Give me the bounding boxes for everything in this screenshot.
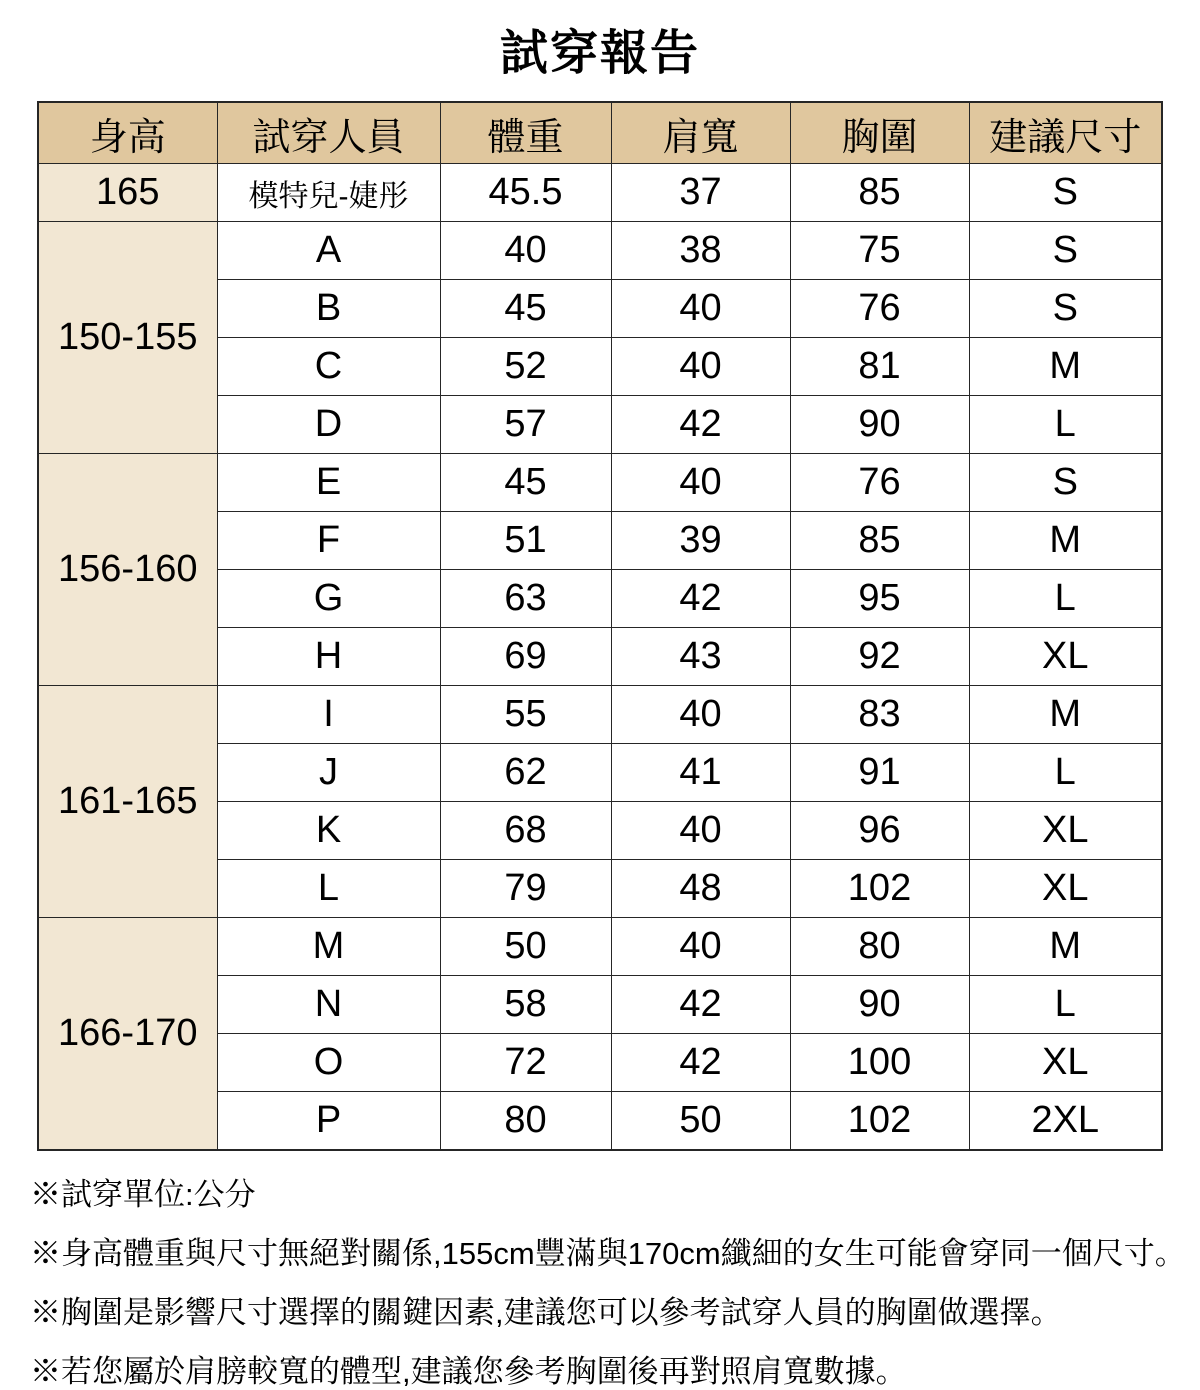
shoulder-cell: 40	[611, 280, 790, 338]
shoulder-cell: 42	[611, 396, 790, 454]
col-header-height: 身高	[38, 102, 217, 164]
weight-cell: 79	[440, 860, 611, 918]
page-title: 試穿報告	[499, 27, 700, 80]
shoulder-cell: 43	[611, 628, 790, 686]
chest-cell: 102	[790, 1092, 969, 1151]
size-cell: M	[969, 918, 1162, 976]
person-cell: L	[217, 860, 440, 918]
table-row	[38, 222, 1162, 280]
height-cell: 165	[38, 164, 217, 222]
shoulder-cell: 41	[611, 744, 790, 802]
weight-cell: 62	[440, 744, 611, 802]
weight-cell: 55	[440, 686, 611, 744]
weight-cell: 63	[440, 570, 611, 628]
size-cell: M	[969, 338, 1162, 396]
col-header-person: 試穿人員	[217, 102, 440, 164]
weight-cell: 69	[440, 628, 611, 686]
chest-cell: 90	[790, 976, 969, 1034]
shoulder-cell: 50	[611, 1092, 790, 1151]
person-cell: 模特兒-婕彤	[217, 164, 440, 222]
chest-cell: 91	[790, 744, 969, 802]
person-cell: N	[217, 976, 440, 1034]
person-cell: B	[217, 280, 440, 338]
chest-cell: 81	[790, 338, 969, 396]
chest-cell: 85	[790, 164, 969, 222]
size-cell: XL	[969, 1034, 1162, 1092]
weight-cell: 52	[440, 338, 611, 396]
weight-cell: 51	[440, 512, 611, 570]
chest-cell: 96	[790, 802, 969, 860]
size-cell: XL	[969, 860, 1162, 918]
person-cell: I	[217, 686, 440, 744]
shoulder-cell: 42	[611, 570, 790, 628]
col-header-size: 建議尺寸	[969, 102, 1162, 164]
size-cell: L	[969, 744, 1162, 802]
weight-cell: 80	[440, 1092, 611, 1151]
weight-cell: 58	[440, 976, 611, 1034]
person-cell: K	[217, 802, 440, 860]
chest-cell: 80	[790, 918, 969, 976]
size-cell: XL	[969, 802, 1162, 860]
col-header-shoulder: 肩寬	[611, 102, 790, 164]
height-range-cell: 161-165	[38, 686, 217, 918]
weight-cell: 45	[440, 454, 611, 512]
chest-cell: 83	[790, 686, 969, 744]
height-range-cell: 166-170	[38, 918, 217, 1151]
note-height-weight: ※身高體重與尺寸無絕對關係,155cm豐滿與170cm纖細的女生可能會穿同一個尺寸。	[30, 1236, 1186, 1271]
chest-cell: 76	[790, 280, 969, 338]
height-range-cell: 156-160	[38, 454, 217, 686]
note-units: ※試穿單位:公分	[30, 1177, 256, 1212]
shoulder-cell: 48	[611, 860, 790, 918]
size-cell: XL	[969, 628, 1162, 686]
size-table	[37, 101, 1163, 1151]
shoulder-cell: 40	[611, 918, 790, 976]
shoulder-cell: 40	[611, 454, 790, 512]
person-cell: P	[217, 1092, 440, 1151]
person-cell: D	[217, 396, 440, 454]
chest-cell: 75	[790, 222, 969, 280]
size-cell: S	[969, 280, 1162, 338]
person-cell: O	[217, 1034, 440, 1092]
shoulder-cell: 40	[611, 338, 790, 396]
size-cell: S	[969, 454, 1162, 512]
size-cell: M	[969, 686, 1162, 744]
note-chest: ※胸圍是影響尺寸選擇的關鍵因素,建議您可以參考試穿人員的胸圍做選擇。	[30, 1295, 1062, 1330]
person-cell: G	[217, 570, 440, 628]
table-body	[38, 164, 1162, 1151]
shoulder-cell: 42	[611, 1034, 790, 1092]
chest-cell: 102	[790, 860, 969, 918]
size-cell: S	[969, 164, 1162, 222]
person-cell: A	[217, 222, 440, 280]
col-header-weight: 體重	[440, 102, 611, 164]
table-row	[38, 686, 1162, 744]
size-cell: 2XL	[969, 1092, 1162, 1151]
size-cell: L	[969, 396, 1162, 454]
header-row	[38, 102, 1162, 164]
chest-cell: 100	[790, 1034, 969, 1092]
size-cell: S	[969, 222, 1162, 280]
table-row	[38, 918, 1162, 976]
model-row	[38, 164, 1162, 222]
footnotes	[30, 1177, 1200, 1390]
col-header-chest: 胸圍	[790, 102, 969, 164]
person-cell: M	[217, 918, 440, 976]
shoulder-cell: 38	[611, 222, 790, 280]
shoulder-cell: 39	[611, 512, 790, 570]
person-cell: H	[217, 628, 440, 686]
shoulder-cell: 40	[611, 802, 790, 860]
shoulder-cell: 40	[611, 686, 790, 744]
shoulder-cell: 37	[611, 164, 790, 222]
chest-cell: 76	[790, 454, 969, 512]
chest-cell: 95	[790, 570, 969, 628]
note-shoulder: ※若您屬於肩膀較寬的體型,建議您參考胸圍後再對照肩寬數據。	[30, 1354, 907, 1389]
table-row	[38, 454, 1162, 512]
person-cell: F	[217, 512, 440, 570]
person-cell: C	[217, 338, 440, 396]
weight-cell: 72	[440, 1034, 611, 1092]
weight-cell: 40	[440, 222, 611, 280]
person-cell: E	[217, 454, 440, 512]
height-range-cell: 150-155	[38, 222, 217, 454]
chest-cell: 85	[790, 512, 969, 570]
person-cell: J	[217, 744, 440, 802]
size-cell: L	[969, 976, 1162, 1034]
chest-cell: 92	[790, 628, 969, 686]
weight-cell: 68	[440, 802, 611, 860]
weight-cell: 45	[440, 280, 611, 338]
size-cell: L	[969, 570, 1162, 628]
size-cell: M	[969, 512, 1162, 570]
weight-cell: 50	[440, 918, 611, 976]
weight-cell: 57	[440, 396, 611, 454]
shoulder-cell: 42	[611, 976, 790, 1034]
weight-cell: 45.5	[440, 164, 611, 222]
chest-cell: 90	[790, 396, 969, 454]
